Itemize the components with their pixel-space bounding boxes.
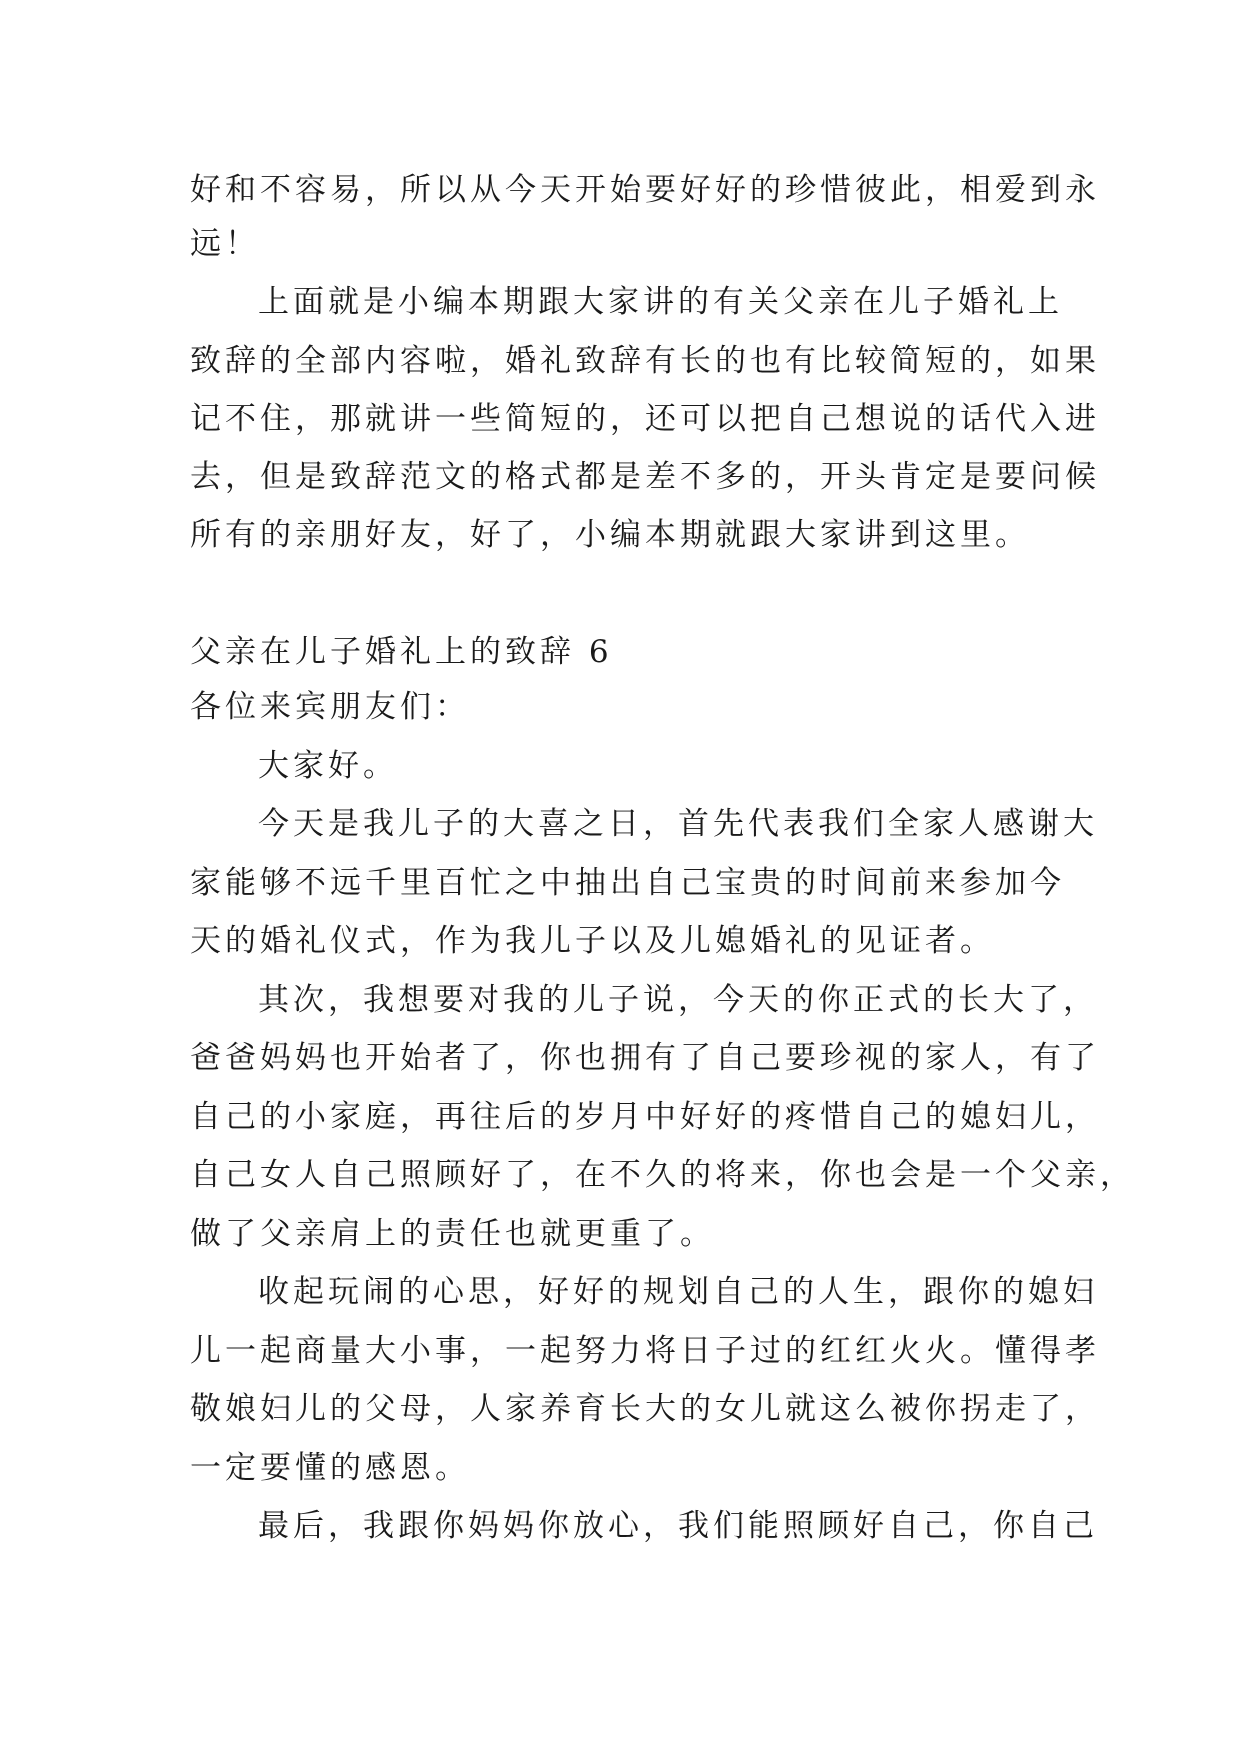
text-line: 最后，我跟你妈妈你放心，我们能照顾好自己，你自己 [258,1508,1098,1544]
text-line: 上面就是小编本期跟大家讲的有关父亲在儿子婚礼上 [258,284,1063,320]
text-line: 收起玩闹的心思，好好的规划自己的人生，跟你的媳妇 [258,1274,1098,1310]
text-line: 自己女人自己照顾好了，在不久的将来，你也会是一个父亲， [190,1157,1135,1193]
text-line: 爸爸妈妈也开始者了，你也拥有了自己要珍视的家人，有了 [190,1040,1100,1076]
greeting: 大家好。 [258,748,398,784]
text-line: 所有的亲朋好友，好了，小编本期就跟大家讲到这里。 [190,517,1030,553]
text-line: 好和不容易，所以从今天开始要好好的珍惜彼此，相爱到永 [190,172,1100,208]
text-line: 去，但是致辞范文的格式都是差不多的，开头肯定是要问候 [190,459,1100,495]
text-line: 远！ [190,226,260,262]
text-line: 记不住，那就讲一些简短的，还可以把自己想说的话代入进 [190,401,1100,437]
text-line: 今天是我儿子的大喜之日，首先代表我们全家人感谢大 [258,806,1098,842]
text-line: 自己的小家庭，再往后的岁月中好好的疼惜自己的媳妇儿， [190,1099,1100,1135]
text-line: 其次，我想要对我的儿子说，今天的你正式的长大了， [258,982,1098,1018]
salutation: 各位来宾朋友们： [190,689,470,725]
text-line: 一定要懂的感恩。 [190,1450,470,1486]
text-line: 天的婚礼仪式，作为我儿子以及儿媳婚礼的见证者。 [190,923,995,959]
text-line: 敬娘妇儿的父母，人家养育长大的女儿就这么被你拐走了， [190,1391,1100,1427]
text-line: 致辞的全部内容啦，婚礼致辞有长的也有比较简短的，如果 [190,343,1100,379]
section-title: 父亲在儿子婚礼上的致辞 6 [190,634,613,670]
text-line: 做了父亲肩上的责任也就更重了。 [190,1216,715,1252]
text-line: 家能够不远千里百忙之中抽出自己宝贵的时间前来参加今 [190,865,1065,901]
text-line: 儿一起商量大小事，一起努力将日子过的红红火火。懂得孝 [190,1333,1100,1369]
